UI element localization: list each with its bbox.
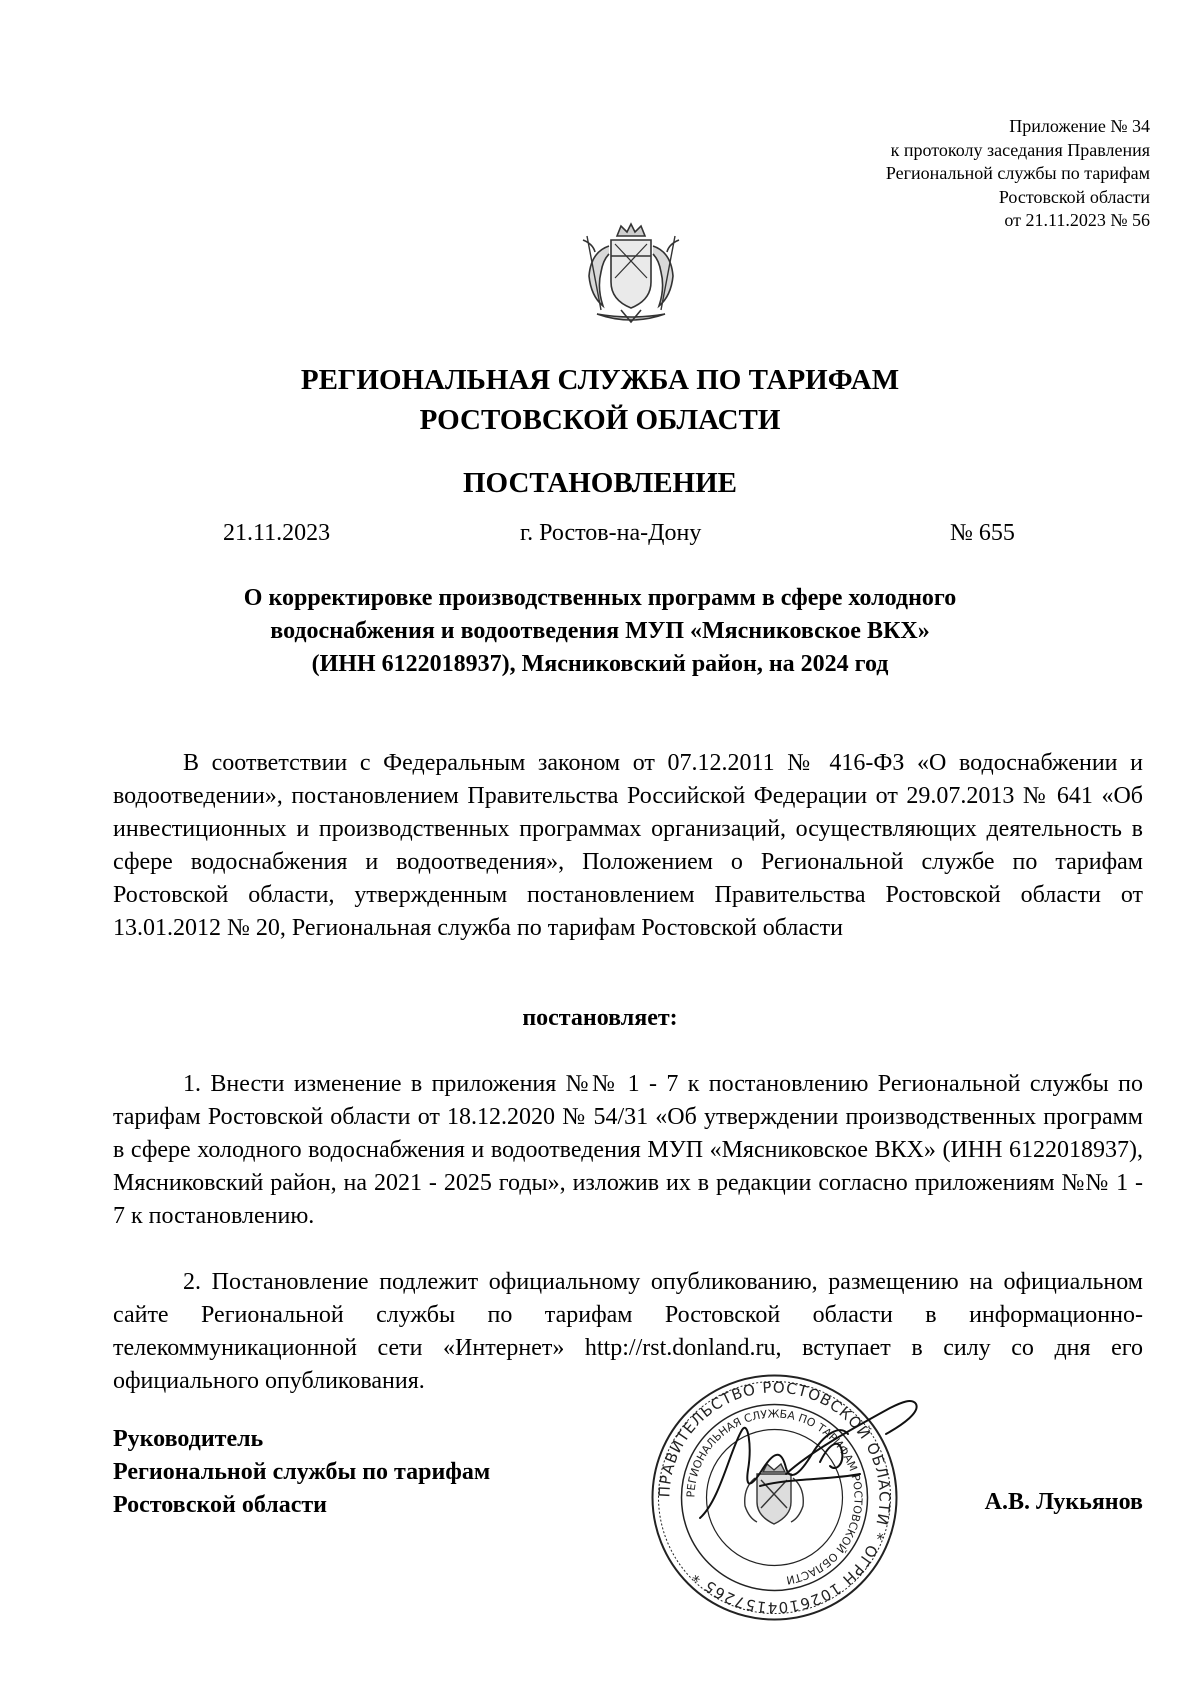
document-city: г. Ростов-на-Дону [520,520,702,546]
organization-name-line-1: РЕГИОНАЛЬНАЯ СЛУЖБА ПО ТАРИФАМ [300,364,900,396]
appendix-line-1: Приложение № 34 [1009,116,1150,136]
subject-line-1: О корректировке производственных программ в сфере холодного [243,585,957,611]
resolves-heading: постановляет: [522,1005,678,1031]
document-type: ПОСТАНОВЛЕНИЕ [462,467,737,499]
signatory-title [113,1423,490,1522]
seal-outer-text: ПРАВИТЕЛЬСТВО РОСТОВСКОЙ ОБЛАСТИ * ОГРН 1026104157265 * [655,1378,894,1617]
handwritten-signature-icon [690,1390,930,1540]
appendix-line-3: Региональной службы по тарифам [885,163,1150,183]
document-subject [0,582,1200,681]
organization-name [0,360,1200,440]
preamble-paragraph: В соответствии с Федеральным законом от 07.12.2011 № 416-ФЗ «О водоснабжении и водоотведении», постановлением Правительства Российской Федерации от 29.07.2013 № 641 «Об инвестиционных и производственных программах организаций, осуществляющих деятельность в сфере водоснабжения и водоотведения», Положением о Региональной службе по тарифам Ростовской области, утвержденным постановлением Правительства Ростовской области от 13.01.2012 № 20, Региональная служба по тарифам Ростовской области [113,750,1143,941]
appendix-reference [886,115,1150,233]
resolution-item-2: 2. Постановление подлежит официальному опубликованию, размещению на официальном сайте Региональной службы по тарифам Ростовской области в информационно-телекоммуникационной сети «Интернет» http://rst.donland.ru, вступает в силу со дня его официального опубликования. [113,1269,1143,1394]
signatory-name: А.В. Лукьянов [984,1489,1143,1515]
appendix-line-2: к протоколу заседания Правления [890,139,1150,160]
appendix-line-5: от 21.11.2023 № 56 [1004,210,1150,230]
signatory-title-line-2: Региональной службы по тарифам [113,1459,491,1485]
signatory-title-line-1: Руководитель [113,1426,264,1452]
subject-line-2: водоснабжения и водоотведения МУП «Мясниковское ВКХ» [270,618,930,644]
resolution-item-1: 1. Внести изменение в приложения №№ 1 - 7 к постановлению Региональной службы по тарифам Ростовской области от 18.12.2020 № 54/31 «Об утверждении производственных программ в сфере холодного водоснабжения и водоотведения МУП «Мясниковское ВКХ» (ИНН 6122018937), Мясниковский район, на 2021 - 2025 годы», изложив их в редакции согласно приложениям №№ 1 - 7 к постановлению. [113,1071,1143,1229]
document-number: № 655 [950,520,1015,546]
subject-line-3: (ИНН 6122018937), Мясниковский район, на 2024 год [311,651,889,677]
appendix-line-4: Ростовской области [998,186,1150,207]
signatory-title-line-3: Ростовской области [113,1492,327,1518]
document-date: 21.11.2023 [223,520,331,546]
seal-inner-text: РЕГИОНАЛЬНАЯ СЛУЖБА ПО ТАРИФАМ РОСТОВСКОЙ ОБЛАСТИ [684,1407,865,1587]
organization-name-line-2: РОСТОВСКОЙ ОБЛАСТИ [419,404,781,436]
coat-of-arms-icon [577,222,685,332]
